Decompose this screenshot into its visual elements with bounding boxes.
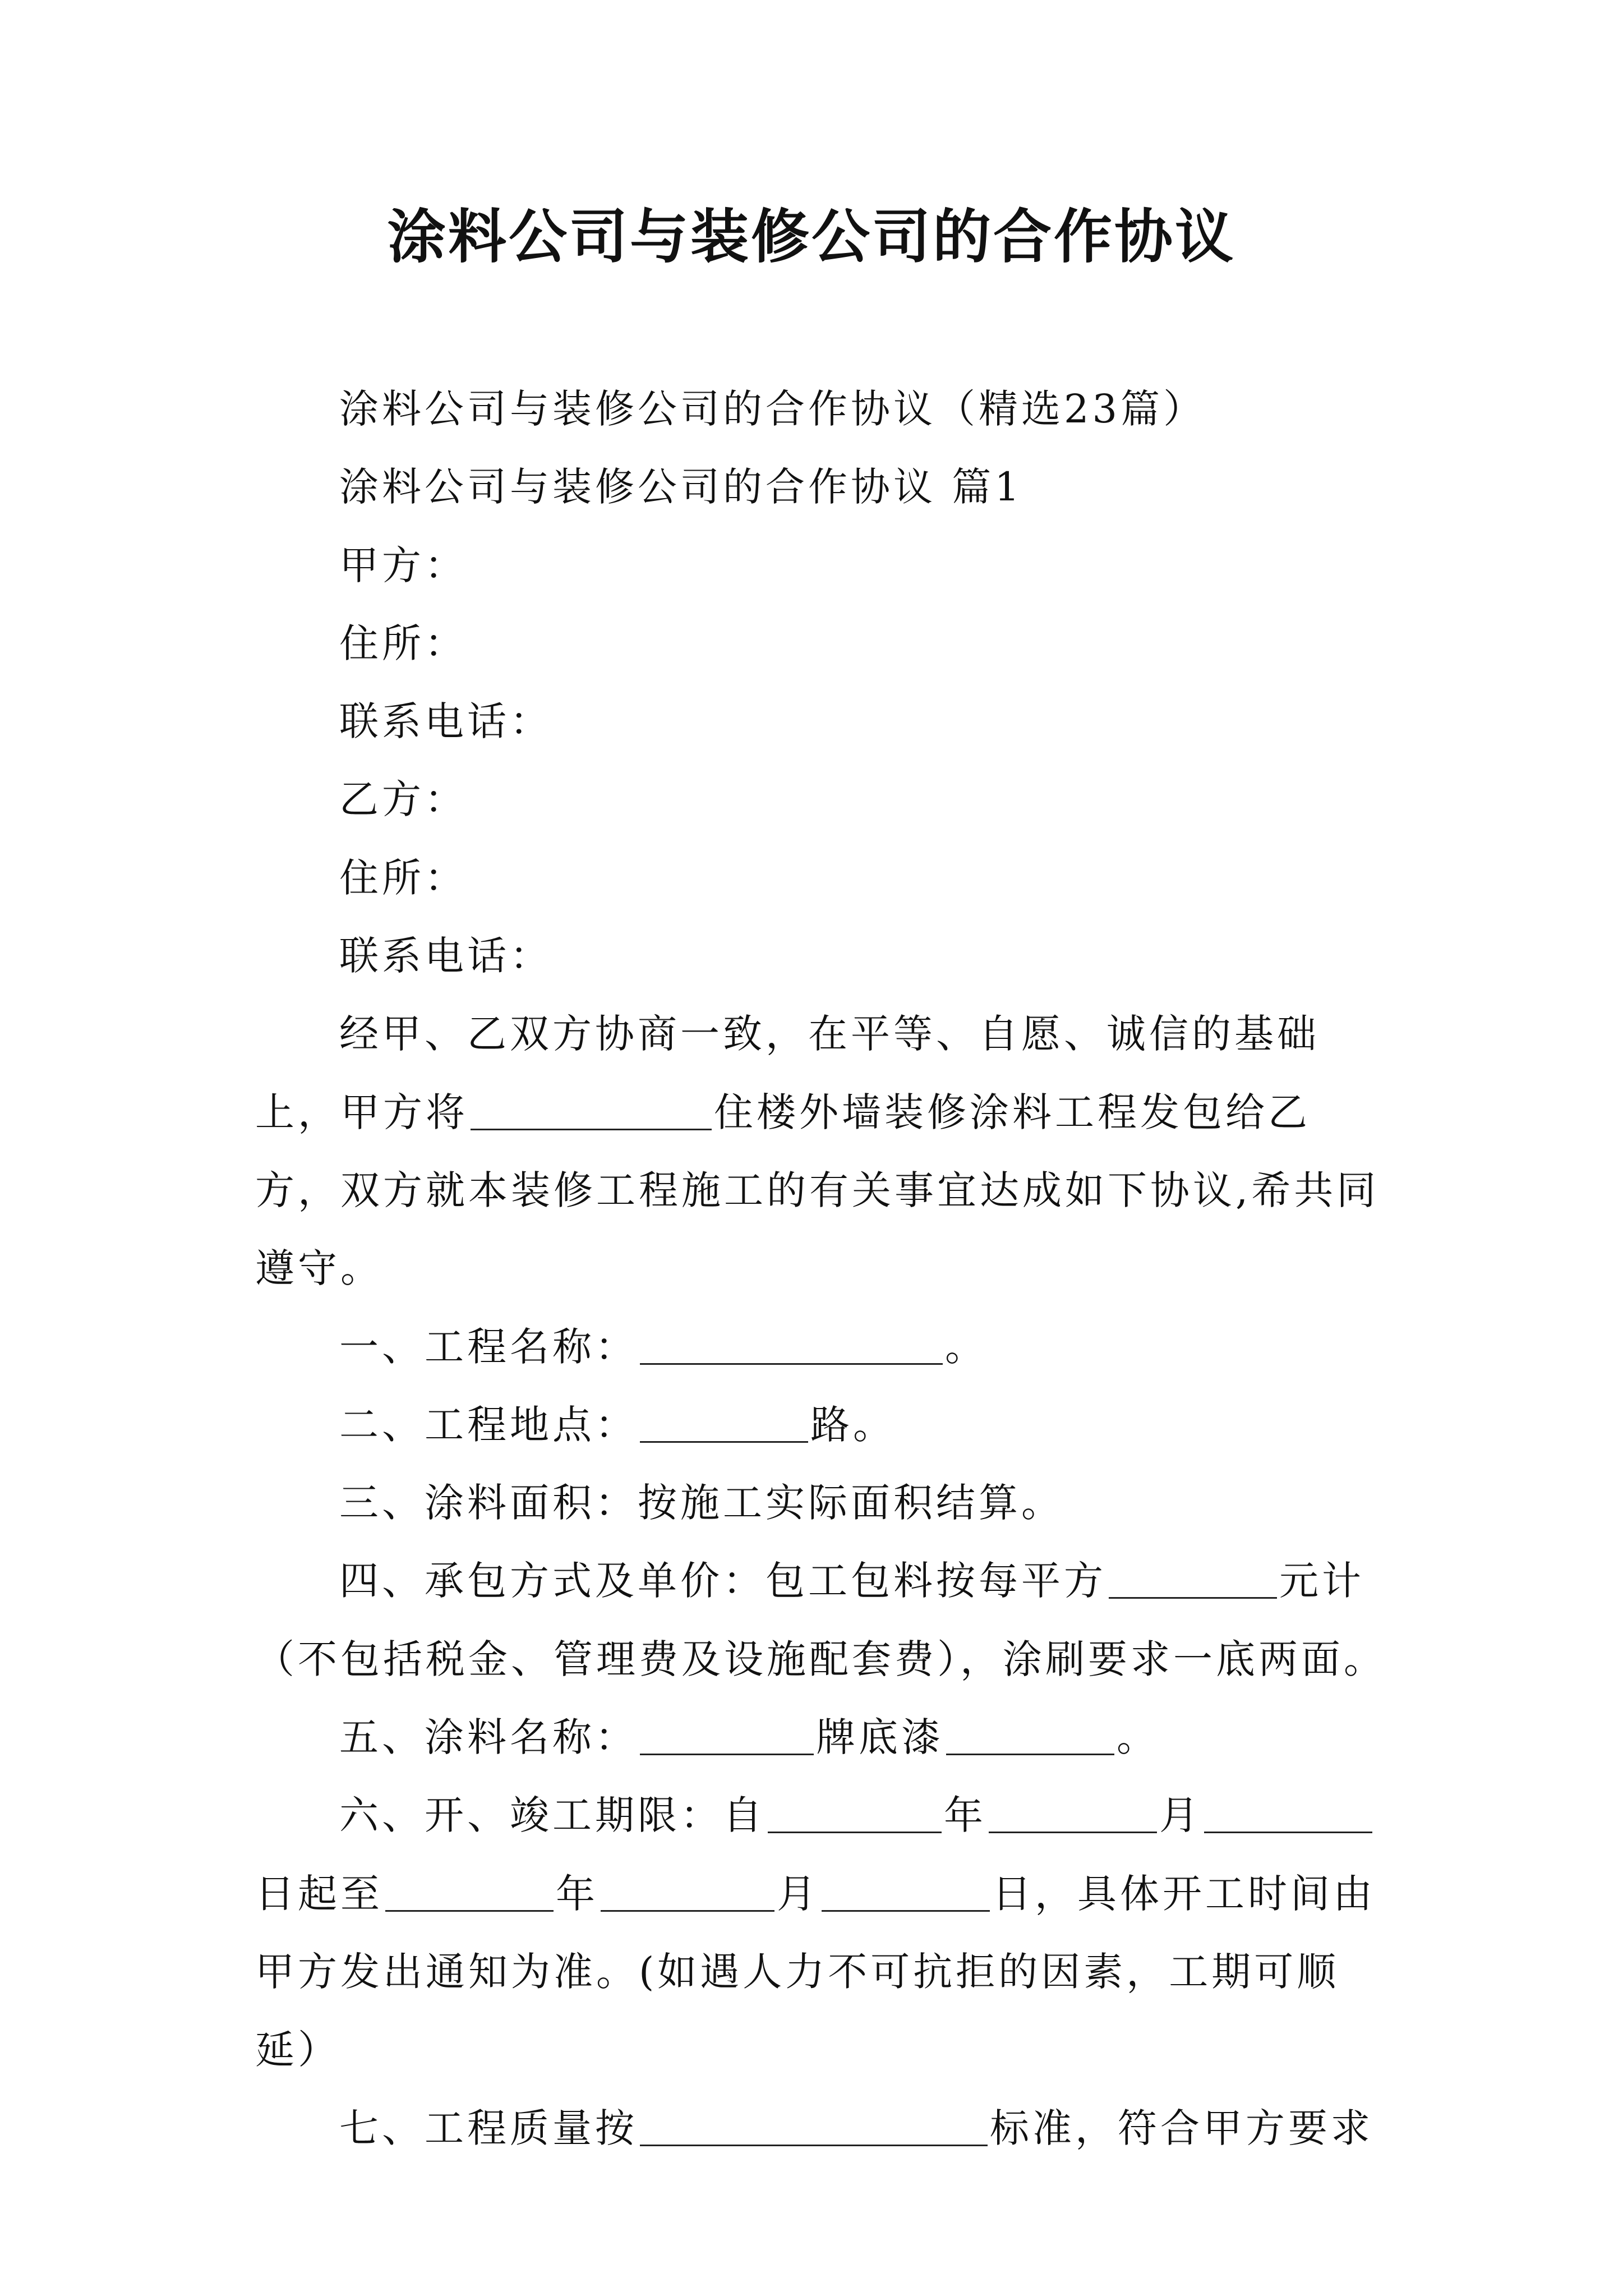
clause5-suffix: 。 — [1117, 1714, 1159, 1761]
clause6-day-from: 日起至 — [255, 1870, 383, 1917]
intro-paragraph — [255, 995, 1388, 1308]
clause-contract-price — [255, 1542, 1388, 1699]
party-b-phone-label: 联系电话： — [339, 933, 552, 979]
blank-brand — [640, 1714, 814, 1755]
blank-project-name — [640, 1324, 943, 1365]
blank-end-year — [385, 1871, 554, 1912]
document-subtitle: 涂料公司与装修公司的合作协议（精选23篇） — [339, 386, 1206, 432]
clause5-prefix: 五、涂料名称： — [339, 1714, 638, 1761]
blank-building — [471, 1089, 712, 1130]
blank-road — [640, 1402, 808, 1443]
party-a-address-label: 住所： — [339, 620, 467, 666]
intro-text-2: 住楼外墙装修涂料工程发包给乙方，双方就本装修工程施工的有关事宜达成如下协议,希共同遵守。 — [255, 1089, 1380, 1292]
clause4-prefix: 四、承包方式及单价：包工包料按每平方 — [339, 1558, 1106, 1604]
clause1-suffix: 。 — [945, 1323, 988, 1370]
clause-project-location — [255, 1386, 1388, 1464]
clause-paint-name — [255, 1699, 1388, 1777]
clause-project-name — [255, 1308, 1388, 1386]
document-title: 涂料公司与装修公司的合作协议 — [387, 203, 1235, 271]
party-b-label: 乙方： — [339, 776, 467, 823]
blank-primer — [946, 1714, 1114, 1755]
clause6-suffix: 日，具体开工时间由甲方发出通知为准。(如遇人力不可抗拒的因素，工期可顺延） — [255, 1870, 1376, 2073]
party-b-address-label: 住所： — [339, 854, 467, 901]
clause5-middle: 牌底漆 — [816, 1714, 944, 1761]
clause7-suffix: 标准，符合甲方要求 — [990, 2105, 1373, 2151]
clause2-suffix: 路。 — [810, 1401, 896, 1448]
blank-start-month — [989, 1792, 1157, 1833]
clause6-month: 月 — [1159, 1792, 1202, 1839]
blank-start-day — [1204, 1792, 1372, 1833]
intro-text-1: 经甲、乙双方协商一致，在平等、自愿、诚信的基础上，甲方将 — [255, 1011, 1320, 1135]
blank-quality-standard — [640, 2105, 988, 2146]
blank-end-month — [601, 1871, 774, 1912]
clause1-prefix: 一、工程名称： — [339, 1323, 638, 1370]
blank-start-year — [768, 1792, 942, 1833]
clause-quality — [255, 2090, 1388, 2168]
document-body — [255, 370, 1388, 2168]
blank-end-day — [822, 1871, 990, 1912]
section-heading: 涂料公司与装修公司的合作协议 篇1 — [339, 464, 1023, 510]
party-a-phone-label: 联系电话： — [339, 698, 552, 745]
clause6-year: 年 — [944, 1792, 986, 1839]
clause-paint-area: 三、涂料面积：按施工实际面积结算。 — [339, 1480, 1064, 1526]
clause-schedule — [255, 1777, 1388, 2089]
clause4-suffix: 元计（不包括税金、管理费及设施配套费），涂刷要求一底两面。 — [255, 1558, 1386, 1682]
party-a-label: 甲方： — [339, 542, 467, 588]
clause6-prefix: 六、开、竣工期限：自 — [339, 1792, 766, 1839]
clause6-month2: 月 — [777, 1870, 819, 1917]
blank-unit-price — [1109, 1558, 1277, 1599]
clause7-prefix: 七、工程质量按 — [339, 2105, 638, 2151]
clause2-prefix: 二、工程地点： — [339, 1401, 638, 1448]
clause6-year2: 年 — [556, 1870, 598, 1917]
